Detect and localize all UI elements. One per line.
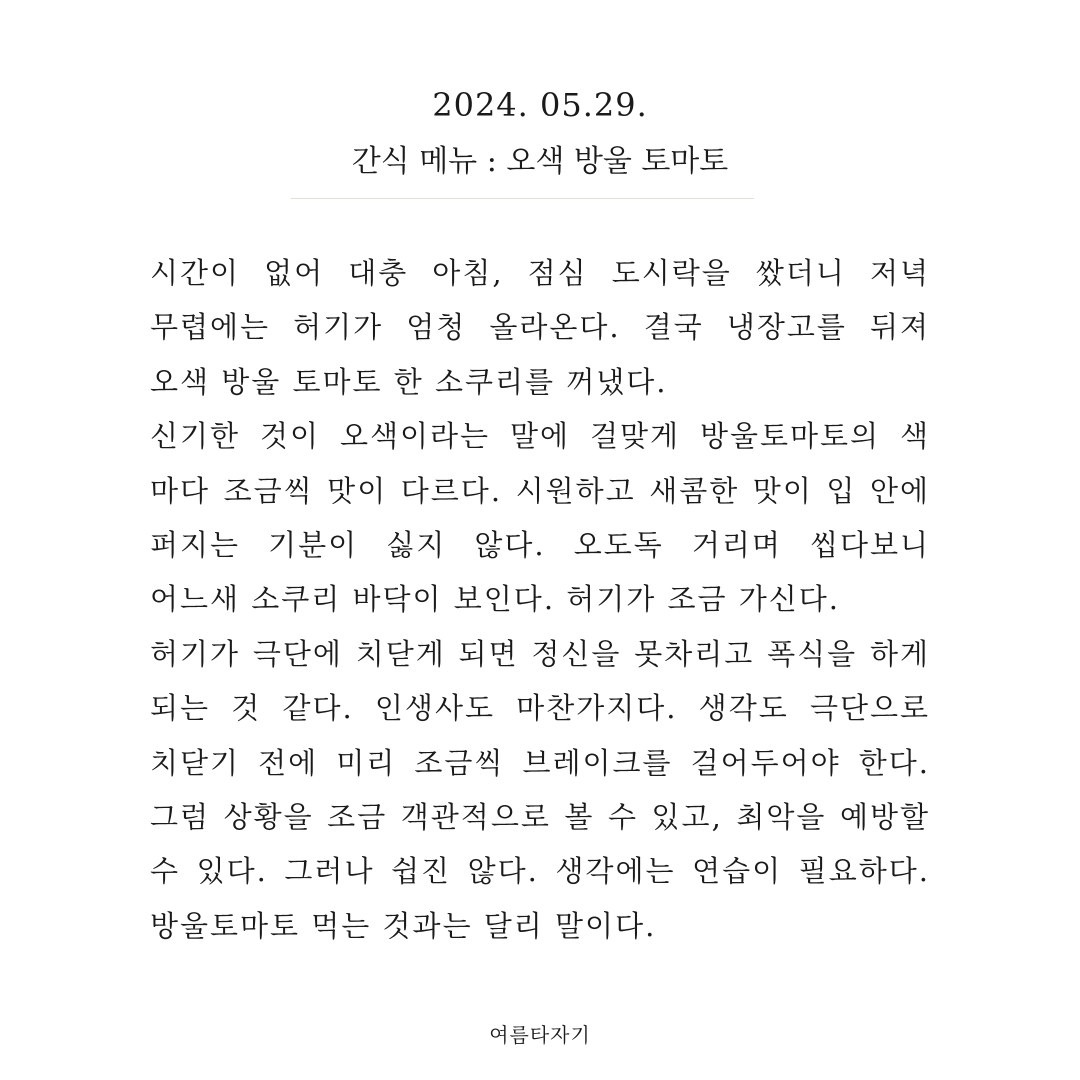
body-paragraph-3: 허기가 극단에 치닫게 되면 정신을 못차리고 폭식을 하게 되는 것 같다. 인생사도 마찬가지다. 생각도 극단으로 치닫기 전에 미리 조금씩 브레이크를 걸어두어야 한다. 그럼 상황을 조금 객관적으로 볼 수 있고, 최악을 예방할 수 있다. 그러나 쉽진 않다. 생각에는 연습이 필요하다. 방울토마토 먹는 것과는 달리 말이다.	[150, 636, 930, 943]
author-signature: 여름타자기	[489, 1023, 591, 1047]
body-paragraph-1: 시간이 없어 대충 아침, 점심 도시락을 쌌더니 저녁 무렵에는 허기가 엄청 올라온다. 결국 냉장고를 뒤져 오색 방울 토마토 한 소쿠리를 꺼냈다.	[150, 256, 930, 399]
title-divider	[291, 198, 754, 199]
entry-subtitle: 간식 메뉴 : 오색 방울 토마토	[351, 144, 729, 179]
entry-date: 2024. 05.29.	[432, 86, 648, 124]
entry-body	[150, 246, 930, 953]
body-paragraph-2: 신기한 것이 오색이라는 말에 걸맞게 방울토마토의 색 마다 조금씩 맛이 다르다. 시원하고 새콤한 맛이 입 안에 퍼지는 기분이 싫지 않다. 오도독 거리며 씹다보니 어느새 소쿠리 바닥이 보인다. 허기가 조금 가신다.	[150, 419, 930, 617]
